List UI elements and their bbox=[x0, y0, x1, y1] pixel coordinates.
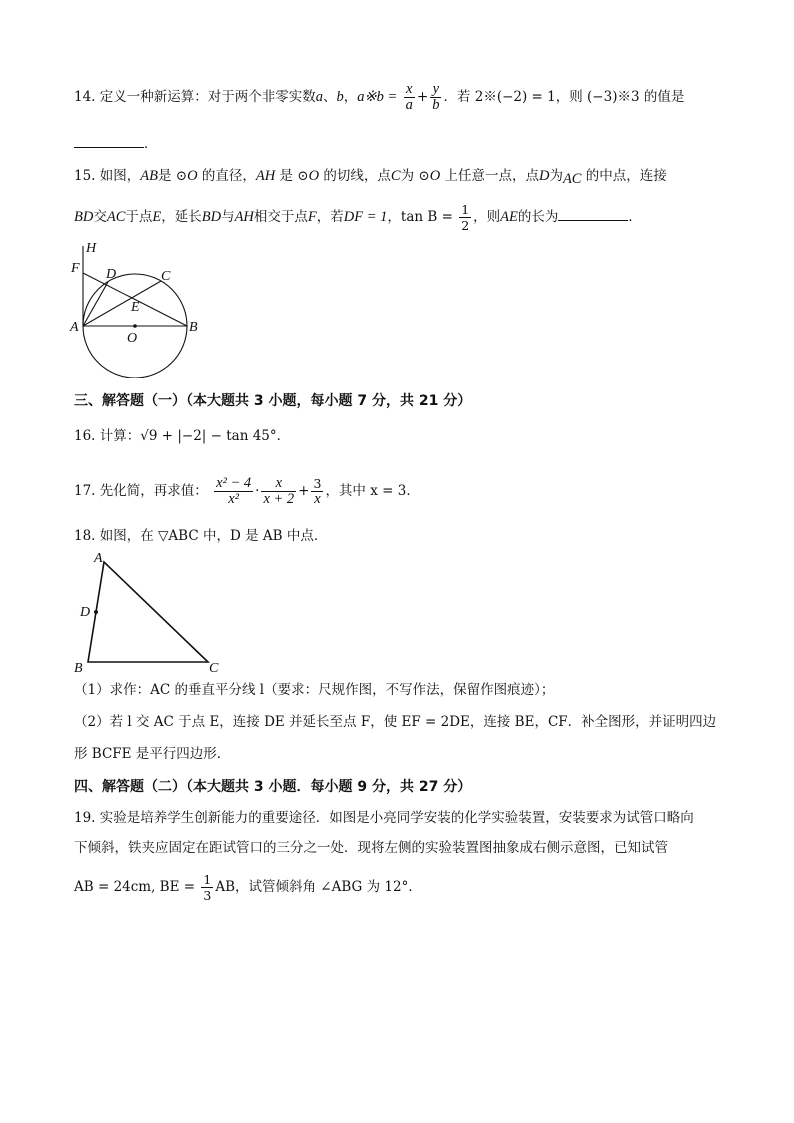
q19-t1: AB = 24cm, BE = bbox=[74, 879, 196, 895]
q15-label-e: E bbox=[131, 300, 140, 315]
q15-line2 bbox=[74, 202, 642, 233]
section-3-heading: 三、解答题（一）（本大题共 3 小题，每小题 7 分，共 21 分） bbox=[74, 393, 472, 409]
q15-arc-ac: AC bbox=[562, 171, 582, 187]
q15-e: E bbox=[152, 209, 162, 225]
q15-o2: O bbox=[308, 168, 320, 184]
q15-label-o: O bbox=[127, 331, 138, 346]
q17-frac3-den: x bbox=[314, 491, 321, 507]
q15-label-b: B bbox=[189, 320, 198, 335]
q14-plus: + bbox=[416, 89, 429, 105]
q17-frac2-num: x bbox=[261, 476, 296, 492]
q15-t16: ， bbox=[387, 209, 401, 225]
q17-dot: · bbox=[255, 483, 260, 499]
q14-answer-line bbox=[74, 134, 158, 154]
q15-frac-num: 1 bbox=[461, 202, 470, 217]
q15-line1 bbox=[74, 166, 667, 186]
q19-frac-num: 1 bbox=[203, 872, 212, 887]
q14-frac2-den: b bbox=[432, 97, 440, 113]
q15-t2: 是 ⊙ bbox=[157, 168, 188, 184]
q14-sep2: ， bbox=[343, 89, 358, 105]
q15-ah2: AH bbox=[234, 209, 254, 225]
q15-frac bbox=[459, 202, 471, 233]
q19-frac-den: 3 bbox=[203, 888, 212, 903]
q15-t1: 15. 如图， bbox=[74, 168, 141, 184]
q17-plus: + bbox=[298, 483, 310, 499]
q18-label-c: C bbox=[209, 661, 219, 676]
q14-var-a: a bbox=[315, 89, 324, 105]
q18-triangle bbox=[88, 562, 208, 662]
q15-t6: 为 ⊙ bbox=[400, 168, 430, 184]
q19-frac bbox=[201, 872, 213, 903]
q14-sep1: 、 bbox=[323, 89, 337, 105]
q15-t5: 的切线，点 bbox=[319, 168, 391, 184]
q18-part1: （1）求作：AC 的垂直平分线 l（要求：尺规作图，不写作法，保留作图痕迹）； bbox=[74, 682, 555, 698]
q15-bd: BD bbox=[74, 209, 94, 225]
q15-bd2: BD bbox=[201, 209, 222, 225]
q15-ae: AE bbox=[500, 209, 518, 225]
q15-tan: tan B = bbox=[400, 209, 453, 225]
q17-frac2-den: x + 2 bbox=[263, 491, 295, 507]
q15-chord-ac bbox=[83, 281, 161, 326]
q15-label-c: C bbox=[161, 269, 171, 284]
q15-label-d: D bbox=[106, 267, 117, 282]
q15-t13: 与 bbox=[221, 209, 235, 225]
q14-tail: ． bbox=[144, 136, 158, 152]
q19-line3 bbox=[74, 872, 422, 903]
q18-label-d: D bbox=[80, 605, 91, 620]
q15-t17: ，则 bbox=[473, 209, 501, 225]
q15-t10: 交 bbox=[93, 209, 107, 225]
q15-t18: 的长为 bbox=[517, 209, 559, 225]
q14-frac2-num: y bbox=[430, 82, 441, 98]
q17-frac1-den: x² bbox=[228, 491, 239, 507]
q15-frac-den: 2 bbox=[461, 218, 470, 233]
q15-label-a: A bbox=[70, 320, 79, 335]
q14-frac1 bbox=[404, 82, 415, 113]
section-4-heading: 四、解答题（二）（本大题共 3 小题．每小题 9 分，共 27 分） bbox=[74, 779, 472, 795]
q18-intro: 18. 如图，在 ▽ABC 中，D 是 AB 中点． bbox=[74, 528, 328, 544]
q14-var-b: b bbox=[336, 89, 344, 105]
q15-label-f: F bbox=[71, 261, 80, 276]
q17-frac1-num: x² − 4 bbox=[216, 475, 252, 491]
q15-center-dot bbox=[133, 324, 137, 328]
q15-t4: 是 ⊙ bbox=[275, 168, 309, 184]
q14-line1 bbox=[74, 82, 684, 113]
q15-t14: 相交于点 bbox=[253, 209, 308, 225]
q15-ab: AB bbox=[140, 168, 158, 184]
q15-df: DF = 1 bbox=[343, 209, 388, 225]
q18-label-a: A bbox=[94, 551, 103, 566]
q14-answer-blank[interactable] bbox=[74, 146, 144, 148]
q14-op-expr: a※b = bbox=[357, 89, 398, 105]
q15-t11: 于点 bbox=[125, 209, 153, 225]
q15-t3: 的直径， bbox=[197, 168, 256, 184]
q15-answer-blank[interactable] bbox=[558, 219, 628, 221]
q18-figure bbox=[66, 548, 226, 678]
q16-line: 16. 计算：√9 + |−2| − tan 45°． bbox=[74, 428, 291, 444]
q15-o3: O bbox=[429, 168, 441, 184]
q18-part2-line1: （2）若 l 交 AC 于点 E，连接 DE 并延长至点 F，使 EF = 2DE，连接 BE，CF．补全图形，并证明四边 bbox=[74, 714, 717, 730]
q18-label-b: B bbox=[74, 661, 83, 676]
q15-ah: AH bbox=[255, 168, 276, 184]
q14-text-1: 14. 定义一种新运算：对于两个非零实数 bbox=[74, 89, 316, 105]
q15-f: F bbox=[307, 209, 317, 225]
q18-point-d bbox=[94, 610, 98, 614]
q19-line1: 19. 实验是培养学生创新能力的重要途径．如图是小亮同学安装的化学实验装置，安装要求为试管口略向 bbox=[74, 810, 694, 826]
q19-line2: 下倾斜，铁夹应固定在距试管口的三分之一处．现将左侧的实验装置图抽象成右侧示意图，已知试管 bbox=[74, 840, 668, 856]
q14-text-2: ．若 2※(−2) = 1，则 (−3)※3 的值是 bbox=[443, 89, 685, 105]
q14-frac1-num: x bbox=[404, 82, 415, 98]
q15-t7: 上任意一点，点 bbox=[440, 168, 539, 184]
q17-frac3 bbox=[311, 476, 323, 507]
q15-o1: O bbox=[187, 168, 198, 184]
q15-d: D bbox=[538, 168, 550, 184]
q19-t2: AB，试管倾斜角 ∠ABG 为 12°． bbox=[215, 879, 422, 895]
q15-label-h: H bbox=[86, 241, 97, 256]
q15-ac: AC bbox=[106, 209, 126, 225]
q15-tail: ． bbox=[628, 209, 642, 225]
q15-figure bbox=[64, 238, 204, 378]
q14-frac2 bbox=[430, 82, 441, 113]
q17-suffix: ，其中 x = 3． bbox=[325, 483, 420, 499]
q15-t12: ，延长 bbox=[161, 209, 202, 225]
q17-line bbox=[74, 476, 420, 507]
q17-frac3-num: 3 bbox=[313, 476, 322, 491]
q17-prefix: 17. 先化简，再求值： bbox=[74, 483, 208, 499]
q15-t15: ，若 bbox=[316, 209, 344, 225]
q17-frac2 bbox=[261, 476, 296, 507]
q14-frac1-den: a bbox=[405, 97, 413, 113]
q15-t8: 为 bbox=[549, 168, 563, 184]
q15-c: C bbox=[390, 168, 401, 184]
q18-part2-line2: 形 BCFE 是平行四边形． bbox=[74, 746, 231, 762]
q17-frac1 bbox=[214, 476, 253, 507]
q15-t9: 的中点，连接 bbox=[581, 168, 667, 184]
